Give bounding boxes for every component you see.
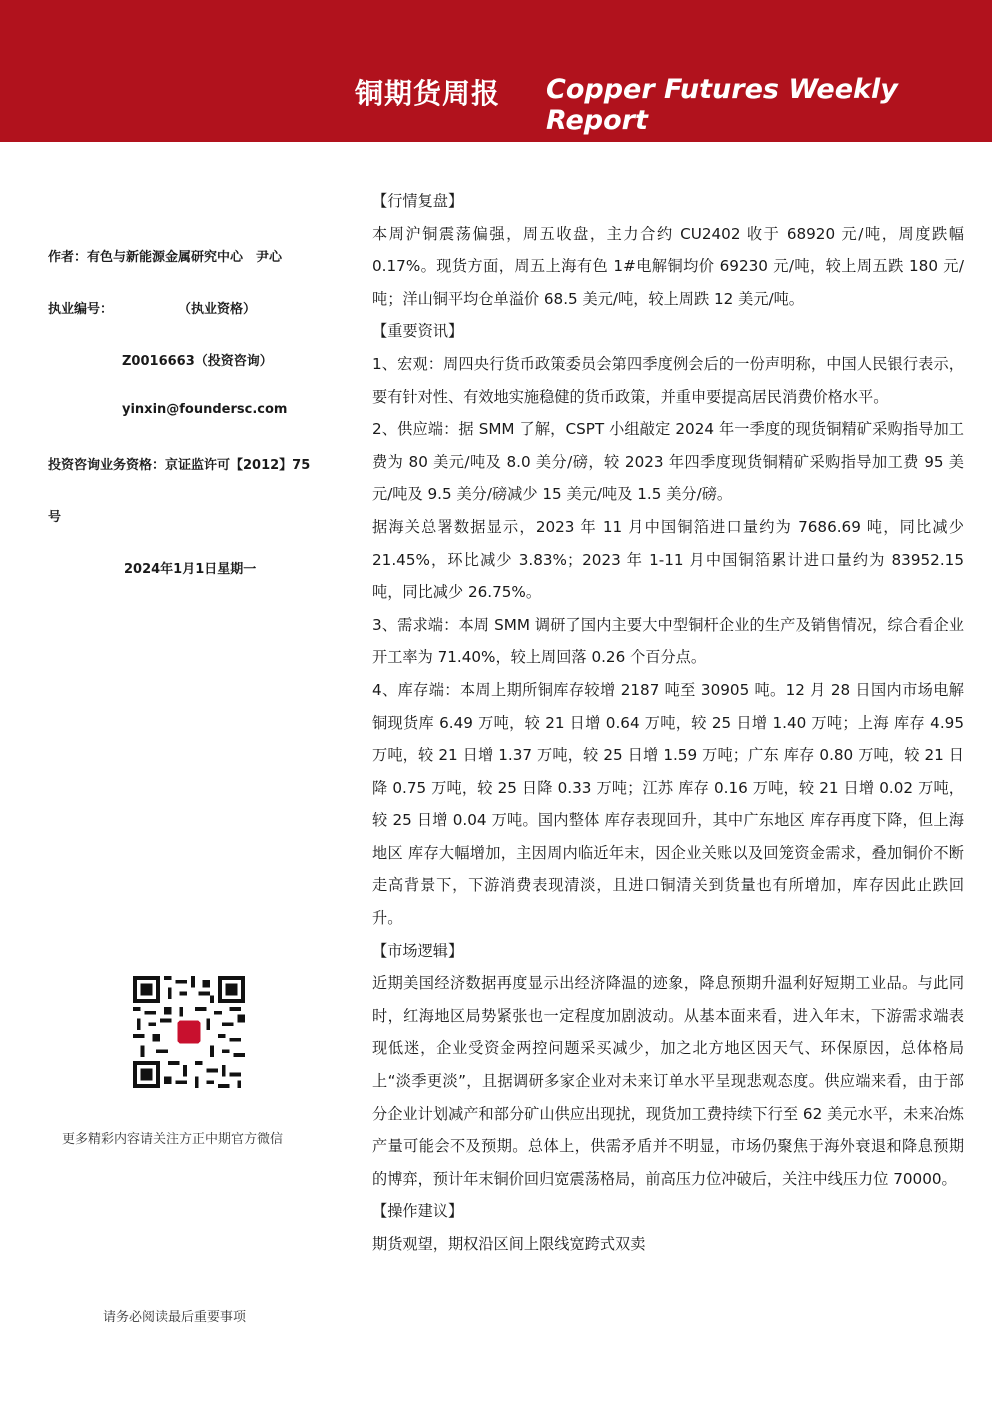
paragraph: 期货观望，期权沿区间上限线宽跨式双卖 — [372, 1235, 646, 1253]
disclaimer-note: 请务必阅读最后重要事项 — [103, 1310, 247, 1325]
section-heading: 【重要资讯】 — [372, 322, 464, 341]
report-title-en: Copper Futures Weekly Report — [546, 74, 898, 136]
paragraph: 3、需求端：本周 SMM 调研了国内主要大中型铜杆企业的生产及销售情况，综合看企业开工率为 71.40%，较上周回落 0.26 个百分点。 — [372, 615, 964, 667]
paragraph: 1、宏观：周四央行货币政策委员会第四季度例会后的一份声明称，中国人民银行表示，要有针对性、有效地实施稳健的货币政策，并重申要提高居民消费价格水平。 — [372, 354, 964, 406]
section-heading: 【操作建议】 — [372, 1202, 464, 1221]
paragraph: 本周沪铜震荡偏强，周五收盘，主力合约 CU2402 收于 68920 元/吨，周度跌幅 0.17%。现货方面，周五上海有色 1#电解铜均价 69230 元/吨，较上周五跌 180 元/吨；洋山铜平均仓单溢价 68.5 美元/吨，较上周跌 12 美元/吨。 — [372, 224, 964, 308]
paragraph: 2、供应端：据 SMM 了解，CSPT 小组敲定 2024 年一季度的现货铜精矿采购指导加工费为 80 美元/吨及 8.0 美分/磅，较 2023 年四季度现货铜精矿采购指导加工费 95 美元/吨及 9.5 美分/磅减少 15 美元/吨及 1.5 美分/磅。 — [372, 420, 964, 504]
qr-caption: 更多精彩内容请关注方正中期官方微信 — [62, 1132, 284, 1147]
sidebar — [0, 0, 360, 1403]
qr-code-icon — [133, 976, 245, 1088]
qualification-line-1: 投资咨询业务资格：京证监许可【2012】75 — [48, 458, 311, 473]
report-date: 2024年1月1日星期一 — [124, 562, 257, 577]
section-heading: 【市场逻辑】 — [372, 941, 464, 960]
paragraph: 近期美国经济数据再度显示出经济降温的迹象，降息预期升温利好短期工业品。与此同时，红海地区局势紧张也一定程度加剧波动。从基本面来看，进入年末，下游需求端表现低迷，企业受资金两控问题采买减少，加之北方地区因天气、环保原因，总体格局上“淡季更淡”，且据调研多家企业对未来订单水平呈现悲观态度。供应端来看，由于部分企业计划减产和部分矿山供应出现扰，现货加工费持续下行至 62 美元水平，未来冶炼产量可能会不及预期。总体上，供需矛盾并不明显，市场仍聚焦于海外衰退和降息预期的博弈，预计年末铜价回归宽震荡格局，前高压力位冲破后，关注中线压力位 70000。 — [372, 974, 964, 1188]
qualification-line-2: 号 — [48, 510, 62, 525]
paragraph: 4、库存端：本周上期所铜库存较增 2187 吨至 30905 吨。12 月 28 日国内市场电解铜现货库 6.49 万吨，较 21 日增 0.64 万吨，较 25 日增 1.40 万吨；上海 库存 4.95 万吨，较 21 日增 1.37 万吨，较 25 日增 1.59 万吨；广东 库存 0.80 万吨，较 21 日降 0.75 万吨，较 25 日降 0.33 万吨；江苏 库存 0.16 万吨，较 21 日增 0.02 万吨，较 25 日增 0.04 万吨。国内整体 库存表现回升，其中广东地区 库存再度下降，但上海地区 库存大幅增加，主因周内临近年末，因企业关账以及回笼资金需求，叠加铜价不断走高背景下，下游消费表现清淡，且进口铜清关到货量也有所增加，库存因此止跌回升。 — [372, 680, 964, 928]
author-line: 作者：有色与新能源金属研究中心 尹心 — [48, 250, 283, 265]
report-body — [372, 185, 964, 1261]
license-number: Z0016663（投资咨询） — [122, 354, 273, 369]
report-title-cn: 铜期货周报 — [355, 77, 501, 110]
license-label: 执业编号： （执业资格） — [48, 302, 257, 317]
section-heading: 【行情复盘】 — [372, 192, 464, 210]
author-email[interactable]: yinxin@foundersc.com — [122, 402, 288, 417]
paragraph: 据海关总署数据显示，2023 年 11 月中国铜箔进口量约为 7686.69 吨，同比减少 21.45%，环比减少 3.83%；2023 年 1-11 月中国铜箔累计进口量约为 83952.15 吨，同比减少 26.75%。 — [372, 517, 964, 602]
